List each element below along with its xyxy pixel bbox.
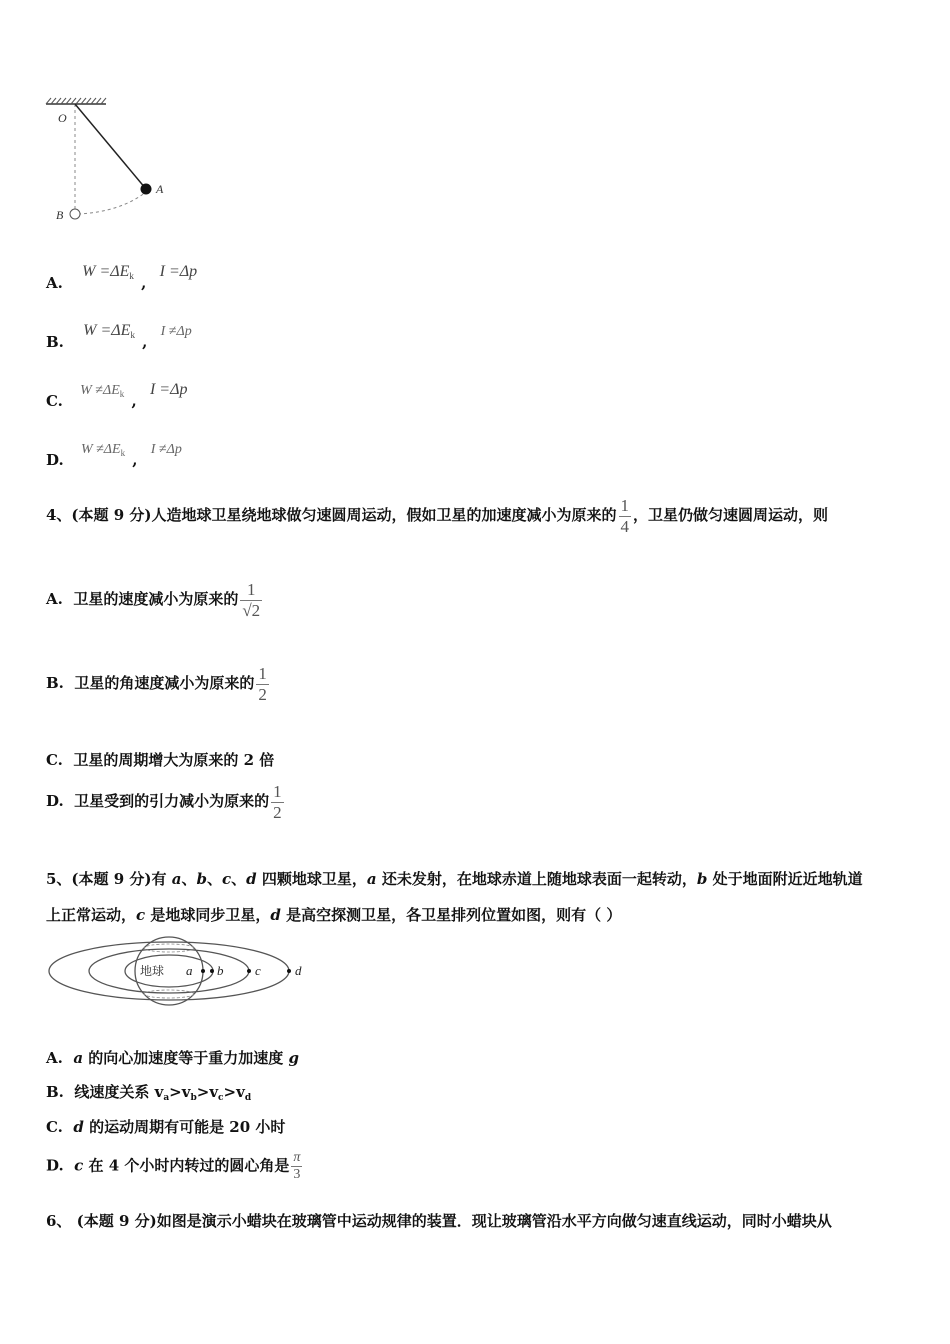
sat-d-dot — [287, 969, 291, 973]
q5-option-c[interactable]: C. d 的运动周期有可能是 20 小时 — [46, 1118, 286, 1136]
label-a: A — [156, 182, 164, 196]
pendulum-figure — [40, 92, 180, 227]
fraction: $\frac{1}{2}$ — [258, 664, 267, 704]
earth-latitude-1 — [144, 944, 194, 952]
sat-a-dot — [201, 969, 205, 973]
orbit-b — [125, 955, 213, 987]
ball-b — [70, 209, 80, 219]
comma: , — [141, 274, 147, 292]
comma: , — [131, 392, 137, 410]
formula-left: $W \ne\Delta E_k$ — [80, 442, 126, 458]
q3-option-b[interactable] — [46, 321, 192, 351]
comma: , — [142, 333, 148, 351]
sat-d-label: d — [295, 963, 302, 978]
fraction: $\frac{1}{4}$ — [620, 496, 630, 536]
option-text: 卫星的角速度减小为原来的 — [74, 674, 255, 693]
sat-b-label: b — [217, 963, 224, 978]
earth-latitude-2 — [144, 990, 194, 998]
option-label: B. — [46, 1083, 64, 1101]
formula-left: $W =\Delta E_k$ — [82, 263, 134, 281]
fraction: $\frac{\pi}{3}$ — [293, 1150, 301, 1183]
label-o: O — [58, 111, 67, 125]
option-label: D. — [46, 451, 64, 469]
label-b: B — [56, 208, 64, 222]
q4-option-d[interactable] — [46, 782, 286, 822]
option-text: 的运动周期有可能是 20 小时 — [83, 1118, 286, 1136]
comma: , — [132, 451, 138, 469]
q6-stem: 6、 (本题 9 分)如图是演示小蜡块在玻璃管中运动规律的装置．现让玻璃管沿水平方向做匀速直线运动，同时小蜡块从 — [46, 1212, 832, 1230]
formula-right: I =Δp — [149, 381, 188, 398]
pendulum-string — [75, 104, 146, 189]
option-label: A. — [46, 590, 63, 609]
formula-right: I ≠Δp — [160, 324, 192, 339]
option-label: D. — [46, 1156, 64, 1175]
swing-arc — [78, 192, 146, 214]
fraction: $\frac{1}{2}$ — [273, 782, 282, 822]
q4-option-a[interactable] — [46, 580, 264, 620]
q4-option-c[interactable] — [46, 749, 274, 770]
orbit-d — [49, 942, 289, 1000]
option-text: 在 4 个小时内转过的圆心角是 — [83, 1156, 290, 1175]
option-label: C. — [46, 1118, 63, 1136]
sat-a-label: a — [186, 963, 193, 978]
q4-stem — [46, 496, 828, 536]
q5-option-a[interactable]: A. a 的向心加速度等于重力加速度 g — [46, 1049, 300, 1067]
orbit-figure — [44, 934, 324, 1010]
q3-option-a[interactable] — [46, 262, 198, 292]
option-text: 卫星的周期增大为原来的 2 倍 — [73, 751, 275, 769]
earth-label: 地球 — [140, 964, 165, 978]
sat-c-label: c — [255, 963, 261, 978]
ball-a — [141, 184, 152, 195]
sat-b-dot — [210, 969, 214, 973]
option-label: C. — [46, 392, 63, 410]
q5-option-b[interactable]: B. 线速度关系 $v_a>v_b>v_c>v_d$ — [46, 1083, 252, 1103]
option-text: 卫星的速度减小为原来的 — [73, 590, 239, 609]
q5-stem-line1: 5、(本题 9 分)有 a、b、c、d 四颗地球卫星，a 还未发射，在地球赤道上随地球表面一起转动，b 处于地面附近近地轨道 — [46, 870, 863, 888]
option-label: A. — [46, 274, 63, 292]
q5-stem-line2: 上正常运动，c 是地球同步卫星，d 是高空探测卫星，各卫星排列位置如图，则有（ ） — [46, 906, 622, 924]
option-text: 卫星受到的引力减小为原来的 — [74, 792, 270, 811]
q3-option-d[interactable] — [46, 439, 182, 469]
ceiling-hatch — [46, 98, 106, 104]
q4-stem-suffix: ，卫星仍做匀速圆周运动，则 — [633, 506, 829, 525]
q4-option-b[interactable] — [46, 664, 271, 704]
q5-option-d[interactable]: D. c 在 4 个小时内转过的圆心角是 $\frac{\pi}{3}$ — [46, 1150, 301, 1183]
fraction: $\frac{1}{√2}$ — [242, 580, 261, 620]
option-label: B. — [46, 333, 64, 351]
formula-left: $W \ne\Delta E_k$ — [80, 383, 125, 399]
option-label: D. — [46, 792, 64, 811]
formula-left: $W =\Delta E_k$ — [83, 322, 135, 340]
q4-stem-prefix: 4、(本题 9 分)人造地球卫星绕地球做匀速圆周运动，假如卫星的加速度减小为原来的 — [46, 506, 617, 525]
sat-c-dot — [247, 969, 251, 973]
option-text: 的向心加速度等于重力加速度 — [83, 1049, 289, 1067]
option-label: C. — [46, 751, 63, 769]
q3-option-c[interactable] — [46, 380, 188, 410]
formula-right: I =Δp — [159, 263, 198, 280]
option-label: B. — [46, 674, 64, 693]
formula-right: I ≠Δp — [150, 442, 182, 457]
option-label: A. — [46, 1049, 63, 1067]
